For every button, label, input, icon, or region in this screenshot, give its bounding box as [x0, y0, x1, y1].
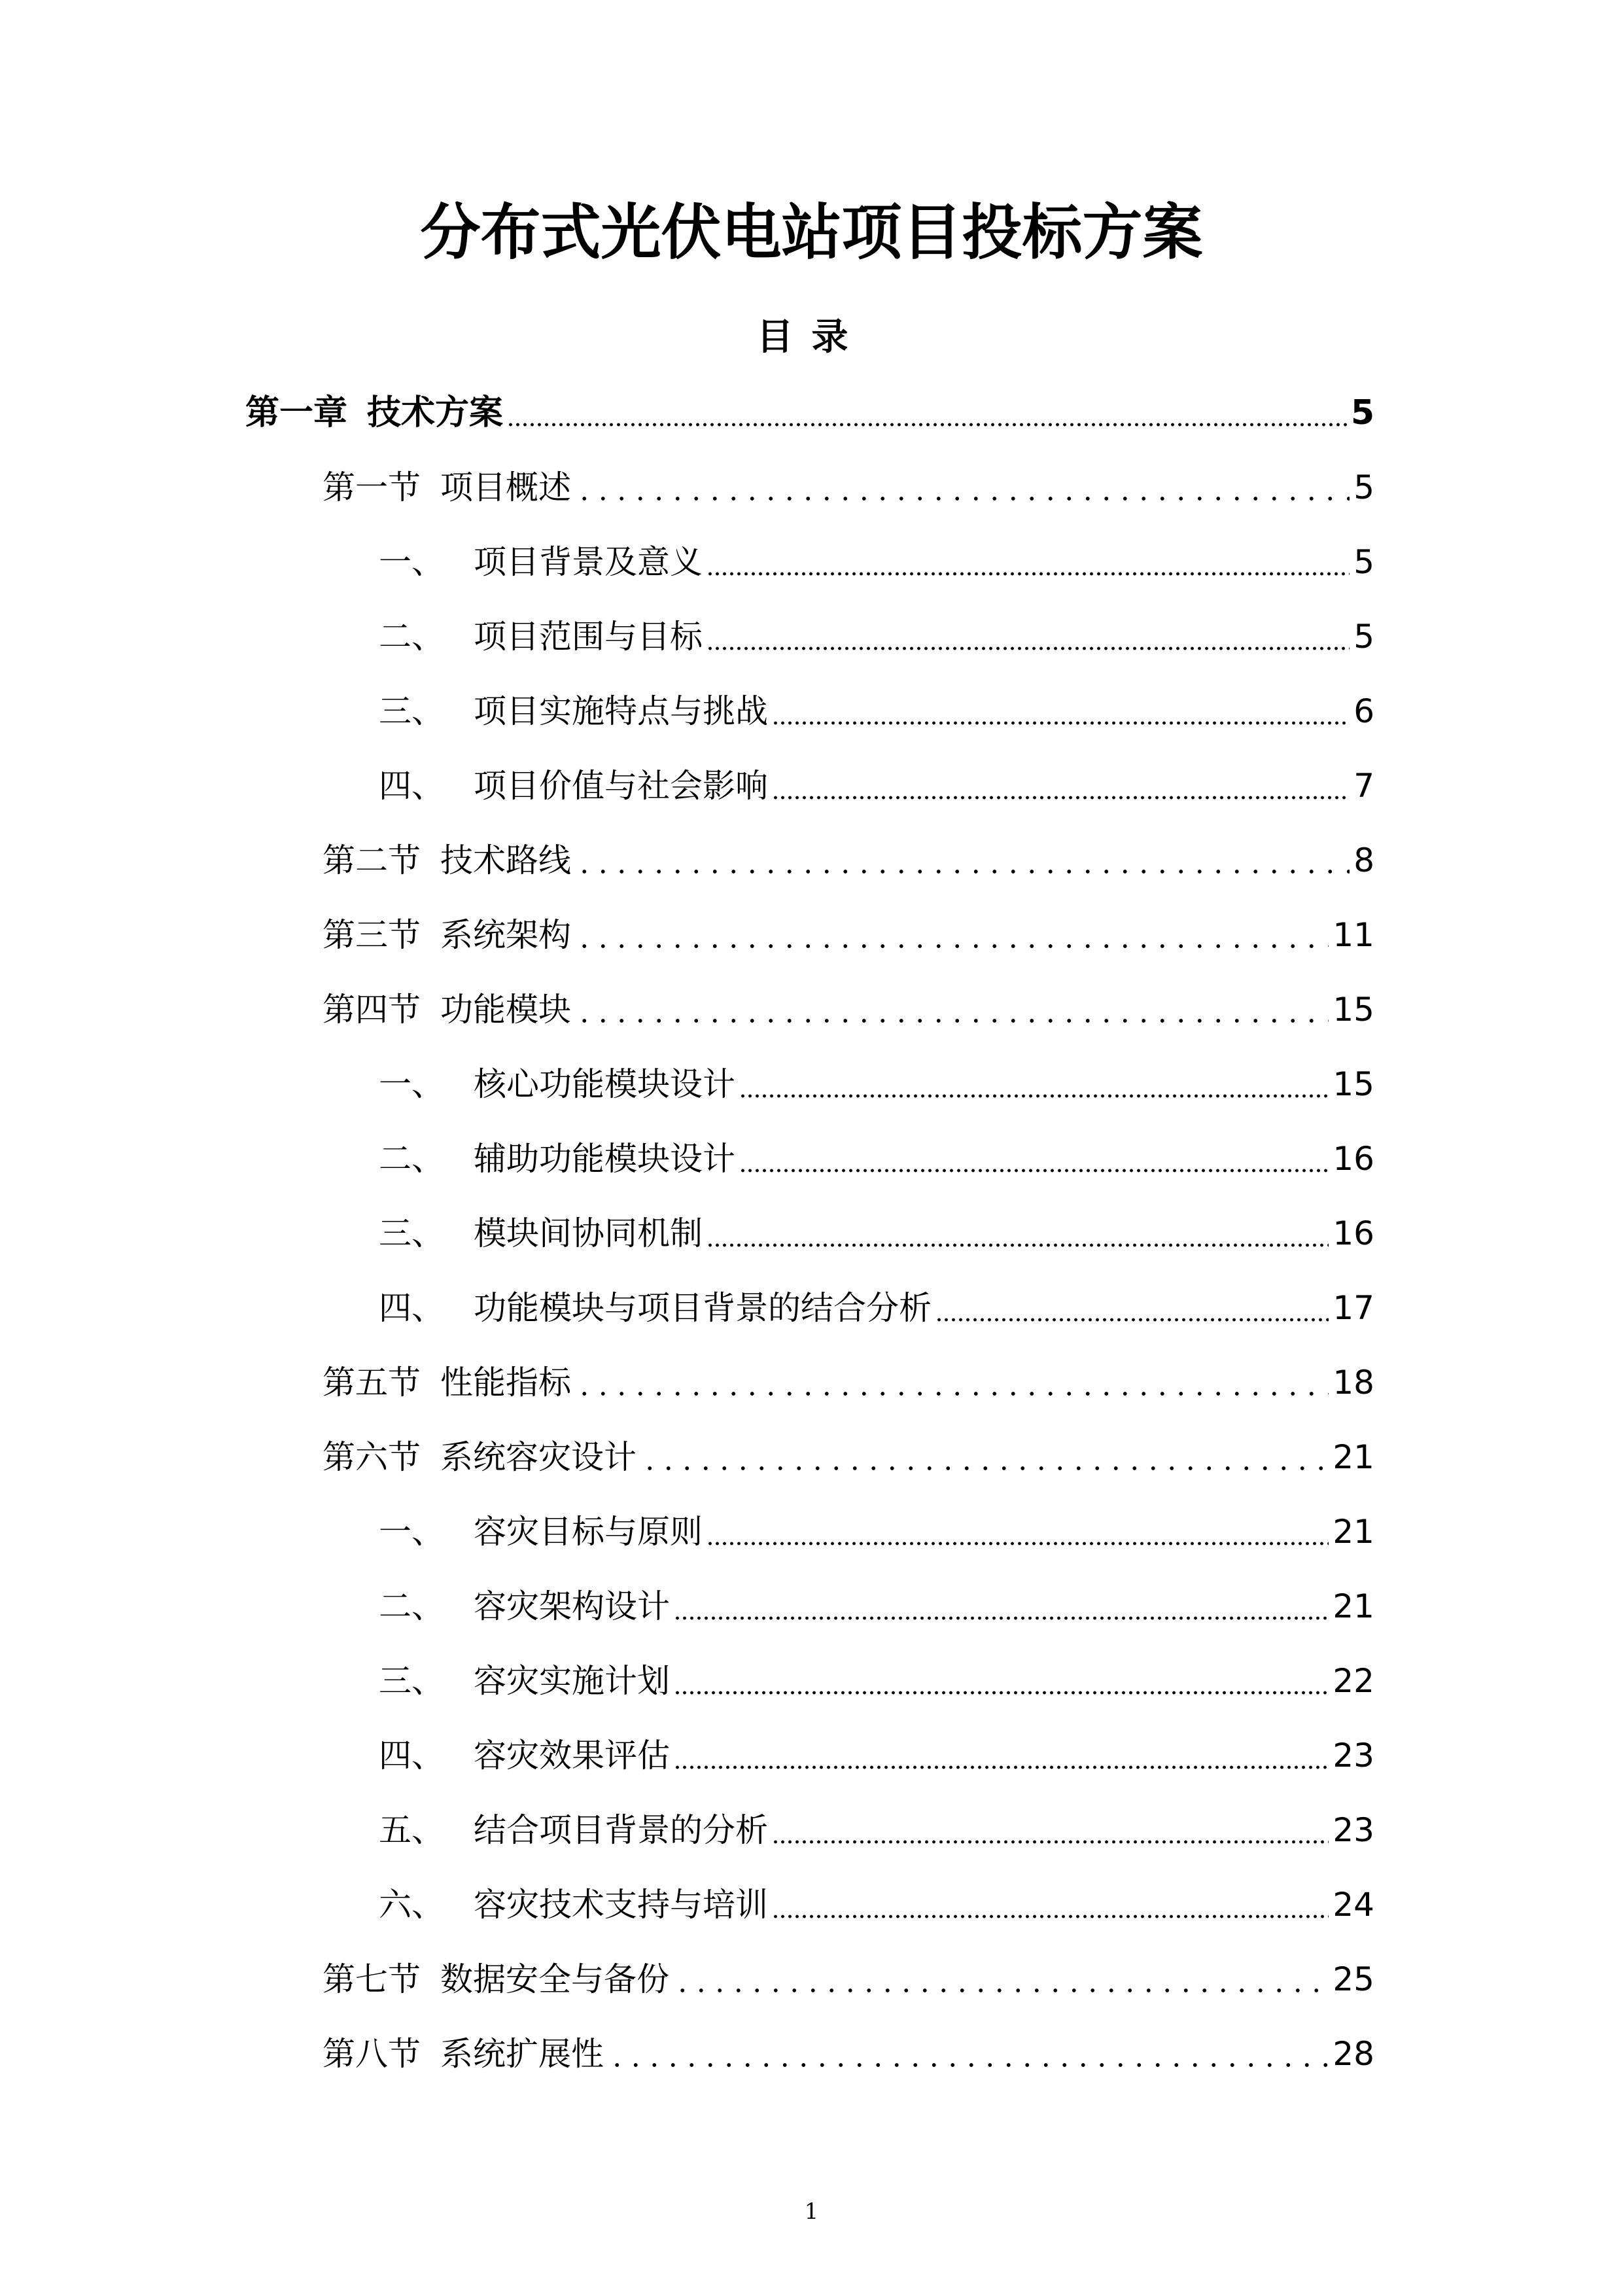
- toc-entry-subsection[interactable]: [379, 1055, 1374, 1114]
- toc-entry-label: 技术方案: [367, 393, 504, 433]
- toc-entry-page: 7: [1353, 767, 1374, 805]
- toc-entry-label: 项目实施特点与挑战: [474, 692, 768, 730]
- toc-entry-number: 第五节: [323, 1364, 421, 1402]
- toc-entry-page: 17: [1333, 1289, 1374, 1327]
- toc-entry-page: 6: [1353, 692, 1374, 730]
- toc-entry-page: 18: [1333, 1364, 1374, 1402]
- dot-leader: [707, 533, 1350, 592]
- toc-entry-label: 容灾效果评估: [474, 1737, 670, 1775]
- dot-leader: [507, 383, 1347, 442]
- toc-entry-subsection[interactable]: [379, 1651, 1374, 1710]
- dot-leader: [575, 458, 1350, 517]
- toc-entry-number: 三、: [379, 1662, 444, 1700]
- toc-entry-section[interactable]: [323, 458, 1374, 517]
- toc-entry-number: 一、: [379, 1065, 444, 1103]
- toc-entry-label: 模块间协同机制: [474, 1214, 703, 1252]
- dot-leader: [935, 1279, 1329, 1337]
- toc-entry-page: 28: [1333, 2035, 1374, 2073]
- toc-entry-label: 项目概述: [440, 468, 571, 506]
- dot-leader: [772, 1875, 1329, 1934]
- toc-entry-label: 项目价值与社会影响: [474, 767, 768, 805]
- toc-entry-subsection[interactable]: [379, 1577, 1374, 1636]
- dot-leader: [673, 1950, 1329, 2009]
- toc-entry-number: 第一章: [245, 393, 348, 433]
- toc-entry-page: 25: [1333, 1960, 1374, 1998]
- toc-entry-page: 15: [1333, 991, 1374, 1029]
- dot-leader: [739, 1055, 1329, 1114]
- dot-leader: [575, 1353, 1329, 1412]
- toc-entry-label: 容灾技术支持与培训: [474, 1886, 768, 1924]
- toc-entry-page: 15: [1333, 1065, 1374, 1103]
- toc-entry-page: 24: [1333, 1886, 1374, 1924]
- toc-entry-subsection[interactable]: [379, 607, 1374, 666]
- toc-entry-number: 第三节: [323, 916, 421, 954]
- toc-entry-page: 5: [1353, 618, 1374, 656]
- toc-entry-page: 22: [1333, 1662, 1374, 1700]
- toc-entry-number: 二、: [379, 1587, 444, 1625]
- toc-entry-section[interactable]: [323, 1950, 1374, 2009]
- toc-entry-label: 技术路线: [440, 841, 571, 879]
- dot-leader: [674, 1651, 1329, 1710]
- toc-entry-number: 六、: [379, 1886, 444, 1924]
- toc-entry-subsection[interactable]: [379, 1726, 1374, 1785]
- dot-leader: [707, 1204, 1329, 1263]
- dot-leader: [575, 831, 1350, 890]
- page-number: 1: [804, 2199, 819, 2225]
- toc-entry-label: 容灾架构设计: [474, 1587, 670, 1625]
- toc-entry-page: 21: [1333, 1438, 1374, 1476]
- toc-entry-section[interactable]: [323, 831, 1374, 890]
- dot-leader: [772, 682, 1350, 741]
- toc-entry-label: 容灾目标与原则: [474, 1513, 703, 1551]
- toc-entry-label: 辅助功能模块设计: [474, 1140, 735, 1178]
- toc-entry-number: 四、: [379, 1737, 444, 1775]
- toc-entry-page: 8: [1353, 841, 1374, 879]
- toc-entry-label: 性能指标: [440, 1364, 571, 1402]
- toc-entry-number: 四、: [379, 1289, 444, 1327]
- toc-entry-number: 二、: [379, 618, 444, 656]
- toc-entry-section[interactable]: [323, 1353, 1374, 1412]
- dot-leader: [674, 1726, 1329, 1785]
- toc-entry-page: 11: [1333, 916, 1374, 954]
- dot-leader: [707, 607, 1350, 666]
- toc-entry-page: 16: [1333, 1140, 1374, 1178]
- toc-entry-number: 三、: [379, 692, 444, 730]
- toc-entry-number: 四、: [379, 767, 444, 805]
- toc-entry-label: 项目范围与目标: [474, 618, 703, 656]
- toc-entry-subsection[interactable]: [379, 1129, 1374, 1188]
- toc-entry-page: 21: [1333, 1587, 1374, 1625]
- toc-entry-subsection[interactable]: [379, 756, 1374, 815]
- toc-entry-number: 二、: [379, 1140, 444, 1178]
- toc-entry-section[interactable]: [323, 1428, 1374, 1487]
- toc-entry-number: 第七节: [323, 1960, 421, 1998]
- toc-entry-label: 功能模块: [440, 991, 571, 1029]
- dot-leader: [772, 1801, 1329, 1860]
- toc-entry-number: 第二节: [323, 841, 421, 879]
- toc-entry-label: 系统扩展性: [440, 2035, 604, 2073]
- toc-entry-page: 16: [1333, 1214, 1374, 1252]
- dot-leader: [739, 1129, 1329, 1188]
- dot-leader: [640, 1428, 1329, 1487]
- dot-leader: [674, 1577, 1329, 1636]
- dot-leader: [575, 980, 1329, 1039]
- toc-entry-subsection[interactable]: [379, 1279, 1374, 1337]
- toc-entry-subsection[interactable]: [379, 682, 1374, 741]
- document-title: 分布式光伏电站项目投标方案: [420, 197, 1203, 268]
- toc-entry-subsection[interactable]: [379, 1204, 1374, 1263]
- toc-entry-subsection[interactable]: [379, 1502, 1374, 1561]
- toc-entry-page: 23: [1333, 1737, 1374, 1775]
- toc-entry-section[interactable]: [323, 980, 1374, 1039]
- dot-leader: [575, 906, 1329, 964]
- toc-entry-page: 21: [1333, 1513, 1374, 1551]
- toc-entry-page: 5: [1353, 468, 1374, 506]
- toc-entry-label: 结合项目背景的分析: [474, 1811, 768, 1849]
- toc-entry-number: 五、: [379, 1811, 444, 1849]
- toc-entry-subsection[interactable]: [379, 1801, 1374, 1860]
- toc-entry-chapter-1[interactable]: [245, 383, 1374, 442]
- toc-entry-number: 第八节: [323, 2035, 421, 2073]
- toc-entry-label: 系统架构: [440, 916, 571, 954]
- toc-entry-label: 容灾实施计划: [474, 1662, 670, 1700]
- toc-entry-page: 5: [1353, 543, 1374, 581]
- dot-leader: [608, 2024, 1329, 2083]
- toc-entry-label: 功能模块与项目背景的结合分析: [474, 1289, 932, 1327]
- toc-entry-number: 一、: [379, 543, 444, 581]
- toc-entry-number: 第一节: [323, 468, 421, 506]
- toc-entry-number: 第六节: [323, 1438, 421, 1476]
- dot-leader: [772, 756, 1350, 815]
- toc-entry-number: 三、: [379, 1214, 444, 1252]
- toc-heading: 目录: [756, 315, 867, 359]
- toc-entry-subsection[interactable]: [379, 533, 1374, 592]
- toc-entry-section[interactable]: [323, 906, 1374, 964]
- toc-entry-label: 项目背景及意义: [474, 543, 703, 581]
- dot-leader: [707, 1502, 1329, 1561]
- toc-entry-subsection[interactable]: [379, 1875, 1374, 1934]
- toc-entry-label: 数据安全与备份: [440, 1960, 669, 1998]
- toc-entry-section[interactable]: [323, 2024, 1374, 2083]
- toc-entry-page: 23: [1333, 1811, 1374, 1849]
- toc-entry-number: 第四节: [323, 991, 421, 1029]
- toc-entry-page: 5: [1350, 393, 1374, 433]
- toc-entry-label: 系统容灾设计: [440, 1438, 637, 1476]
- toc-entry-label: 核心功能模块设计: [474, 1065, 735, 1103]
- toc-entry-number: 一、: [379, 1513, 444, 1551]
